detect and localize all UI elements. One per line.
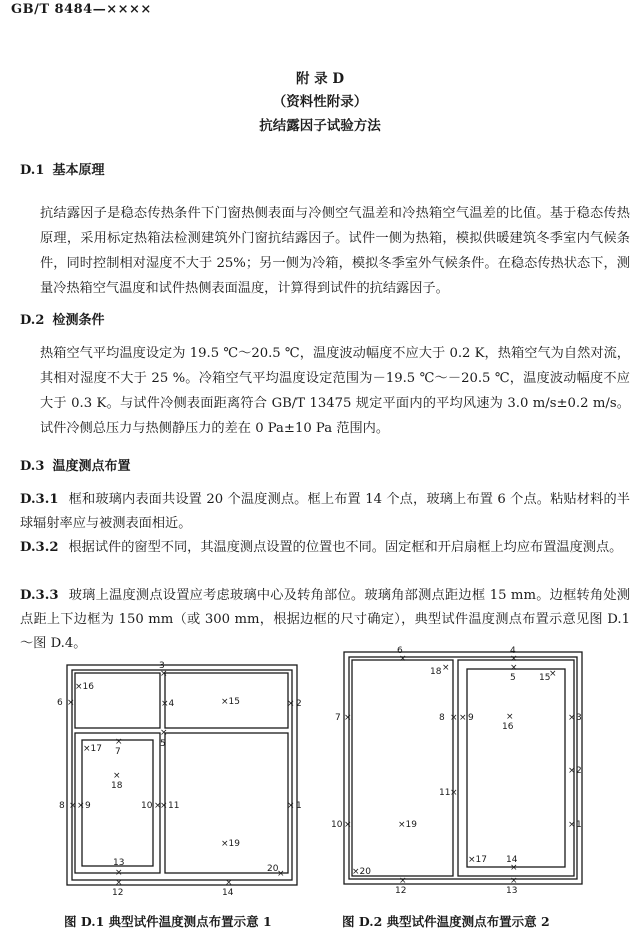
standard-header: GB/T 8484—×××× xyxy=(11,2,152,17)
marker-3: × xyxy=(160,669,168,679)
clause-number: D.3.3 xyxy=(20,588,59,603)
label-7: 7 xyxy=(115,747,121,757)
marker-7: × xyxy=(344,713,352,723)
label-20: 20 xyxy=(267,864,279,874)
marker-13: × xyxy=(115,868,123,878)
marker-16: ×16 xyxy=(75,682,94,692)
clause-number: D.3.2 xyxy=(20,540,59,555)
label-8: 8 xyxy=(439,713,445,723)
fixed-light xyxy=(352,660,453,876)
label-13: 13 xyxy=(506,886,518,896)
marker-19: ×19 xyxy=(221,839,240,849)
marker-15: × xyxy=(549,669,557,679)
marker-7: × xyxy=(115,737,123,747)
inner-frame xyxy=(349,657,577,879)
label-9: 9 xyxy=(85,801,91,811)
label-15: 15 xyxy=(539,673,551,683)
section-d1-paragraph: 抗结露因子是稳态传热条件下门窗热侧表面与冷侧空气温差和冷热箱空气温差的比值。基于稳态传热原理，采用标定热箱法检测建筑外门窗抗结露因子。试件一侧为热箱，模拟供暖建筑冬季室内气候条件，同时控制相对湿度不大于 25%；另一侧为冷箱，模拟冬季室外气候条件。在稳态传热状态下，测量冷热箱空气温度和试件热侧表面温度，计算得到试件的抗结露因子。 xyxy=(40,206,630,296)
section-d2-heading xyxy=(20,309,105,328)
marker-12: × xyxy=(399,876,407,886)
section-number: D.1 xyxy=(20,163,45,178)
clause-number: D.3.1 xyxy=(20,492,59,507)
inner-frame xyxy=(72,670,292,880)
marker-5: × xyxy=(160,728,168,738)
label-9: 9 xyxy=(468,713,474,723)
marker-2: × xyxy=(568,766,576,776)
marker-8: × xyxy=(69,801,77,811)
clause-text: 根据试件的窗型不同，其温度测点设置的位置也不同。固定框和开启扇框上均应布置温度测点。 xyxy=(68,540,623,555)
opening-sash-inner xyxy=(467,669,565,867)
label-3: 3 xyxy=(159,661,165,671)
label-10: 10 xyxy=(331,820,343,830)
clause-d3-1 xyxy=(20,488,630,536)
label-14: 14 xyxy=(222,888,234,898)
label-12: 12 xyxy=(395,886,407,896)
label-6: 6 xyxy=(57,698,63,708)
marker-15: ×15 xyxy=(221,697,240,707)
marker-16: × xyxy=(506,712,514,722)
label-1: 1 xyxy=(296,801,302,811)
label-11: 11 xyxy=(439,788,451,798)
clause-d3-2 xyxy=(20,536,630,560)
marker-19: ×19 xyxy=(398,820,417,830)
marker-17: ×17 xyxy=(83,744,102,754)
marker-12: × xyxy=(115,878,123,888)
appendix-subtitle: （资料性附录） xyxy=(272,94,368,110)
marker-11: × xyxy=(450,788,458,798)
outer-frame xyxy=(344,652,582,884)
appendix-title: 附 录 D xyxy=(295,71,345,87)
marker-1: × xyxy=(568,820,576,830)
section-d3-heading xyxy=(20,455,131,474)
marker-11: × xyxy=(160,801,168,811)
figure-d1-caption: 图 D.1 典型试件温度测点布置示意 1 xyxy=(64,914,272,929)
label-5: 5 xyxy=(160,739,166,749)
label-8: 8 xyxy=(59,801,65,811)
label-10: 10 xyxy=(141,801,153,811)
marker-13: × xyxy=(510,876,518,886)
marker-6: × xyxy=(67,698,75,708)
marker-8: × xyxy=(450,713,458,723)
label-18: 18 xyxy=(111,781,123,791)
marker-18: × xyxy=(442,663,450,673)
section-title: 检测条件 xyxy=(52,313,105,328)
label-14: 14 xyxy=(506,855,518,865)
outer-frame xyxy=(67,665,297,885)
label-11: 11 xyxy=(168,801,180,811)
marker-9: × xyxy=(77,801,85,811)
bottom-right-light xyxy=(165,733,288,873)
section-title: 基本原理 xyxy=(52,163,105,178)
label-4: 4 xyxy=(510,646,516,656)
marker-9: × xyxy=(459,713,467,723)
label-3: 3 xyxy=(576,713,582,723)
figure-d2-caption: 图 D.2 典型试件温度测点布置示意 2 xyxy=(342,914,550,929)
section-d1-heading xyxy=(20,159,105,178)
label-13: 13 xyxy=(113,858,125,868)
marker-20: ×20 xyxy=(352,867,371,877)
marker-10: × xyxy=(344,820,352,830)
marker-6: × xyxy=(399,654,407,664)
section-d2-paragraph: 热箱空气平均温度设定为 19.5 ℃～20.5 ℃，温度波动幅度不应大于 0.2 K，热箱空气为自然对流，其相对湿度不大于 25 %。冷箱空气平均温度设定范围为－19.5 ℃～－20.5 ℃，温度波动幅度不应大于 0.3 K。与试件冷侧表面距离符合 GB/T 13475 规定平面内的平均风速为 3.0 m/s±0.2 m/s。试件冷侧总压力与热侧静压力的差在 0 Pa±10 Pa 范围内。 xyxy=(40,346,630,436)
section-title: 温度测点布置 xyxy=(52,459,131,474)
marker-1: × xyxy=(287,801,295,811)
marker-group xyxy=(57,661,302,898)
label-7: 7 xyxy=(335,713,341,723)
figure-d2-diagram xyxy=(328,640,598,900)
marker-3: × xyxy=(568,713,576,723)
label-2: 2 xyxy=(576,766,582,776)
section-number: D.2 xyxy=(20,313,45,328)
clause-text: 玻璃上温度测点设置应考虑玻璃中心及转角部位。玻璃角部测点距边框 15 mm。边框转角处测点距上下边框为 150 mm（或 300 mm，根据边框的尺寸确定），典型试件温度测点布置示意见图 D.1～图 D.4。 xyxy=(20,588,630,651)
marker-17: ×17 xyxy=(468,855,487,865)
marker-18: × xyxy=(113,771,121,781)
marker-group xyxy=(331,646,582,896)
marker-10: × xyxy=(154,801,162,811)
label-5: 5 xyxy=(510,673,516,683)
marker-4: ×4 xyxy=(161,699,175,709)
section-number: D.3 xyxy=(20,459,45,474)
label-1: 1 xyxy=(576,820,582,830)
marker-14: × xyxy=(510,863,518,873)
marker-14: × xyxy=(225,878,233,888)
marker-2: × xyxy=(287,699,295,709)
marker-20: × xyxy=(277,869,285,879)
label-16: 16 xyxy=(502,722,514,732)
label-6: 6 xyxy=(397,646,403,656)
label-2: 2 xyxy=(296,699,302,709)
figure-d1-diagram xyxy=(55,655,310,900)
label-12: 12 xyxy=(112,888,124,898)
opening-sash-outer xyxy=(458,660,574,876)
label-18: 18 xyxy=(430,667,442,677)
appendix-name: 抗结露因子试验方法 xyxy=(259,118,381,134)
marker-5: × xyxy=(510,663,518,673)
clause-text: 框和玻璃内表面共设置 20 个温度测点。框上布置 14 个点，玻璃上布置 6 个点。粘贴材料的半球辐射率应与被测表面相近。 xyxy=(20,492,630,531)
marker-4: × xyxy=(510,654,518,664)
